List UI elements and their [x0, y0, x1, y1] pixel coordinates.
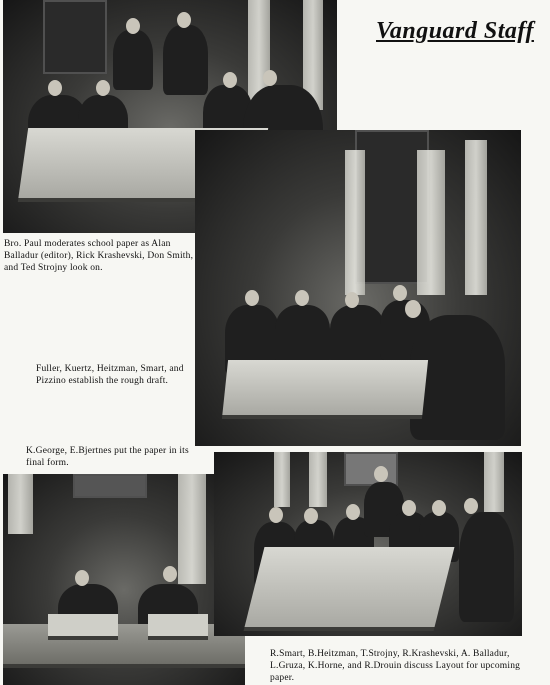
page-title: Vanguard Staff: [376, 18, 534, 44]
caption-bottom: R.Smart, B.Heitzman, T.Strojny, R.Krashevski, A. Balladur, L.Gruza, K.Horne, and R.Drouin discuss Layout for upcoming paper.: [270, 649, 521, 684]
photo-typists: [3, 474, 245, 685]
caption-middle: Fuller, Kuertz, Heitzman, Smart, and Pizzino establish the rough draft.: [36, 364, 184, 387]
photo-rough-draft: [195, 130, 521, 446]
caption-top: Bro. Paul moderates school paper as Alan Balladur (editor), Rick Krashevski, Don Smith, and Ted Strojny look on.: [4, 239, 194, 274]
photo-layout-discussion: [214, 452, 522, 636]
caption-final-form: K.George, E.Bjertnes put the paper in its final form.: [26, 446, 189, 469]
